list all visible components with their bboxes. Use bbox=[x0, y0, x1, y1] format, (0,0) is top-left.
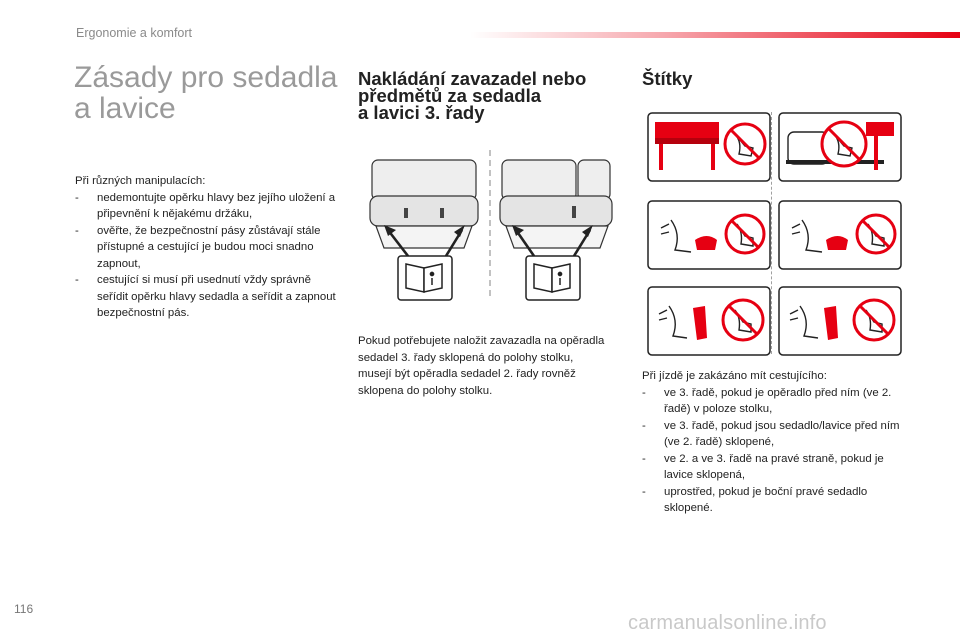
luggage-heading-line: předmětů za sedadla bbox=[358, 85, 542, 106]
prohibition-icon bbox=[725, 124, 765, 164]
list-item: - ve 3. řadě, pokud jsou sedadlo/lavice před ním (ve 2. řadě) sklopené, bbox=[642, 418, 910, 451]
rear-bench-left-drawing bbox=[370, 160, 478, 248]
section-header: Ergonomie a komfort bbox=[76, 26, 193, 40]
prohibition-icon bbox=[822, 122, 866, 166]
luggage-heading bbox=[358, 70, 618, 121]
page-title bbox=[74, 62, 354, 124]
labels-heading bbox=[642, 70, 842, 87]
prohibition-icon bbox=[857, 215, 895, 253]
labels-intro: Při jízdě je zakázáno mít cestujícího: bbox=[642, 370, 827, 382]
warning-label-seat-folded bbox=[778, 112, 902, 182]
manual-book-icon bbox=[526, 256, 580, 300]
list-item: - ve 2. a ve 3. řadě na pravé straně, pokud je lavice sklopená, bbox=[642, 451, 910, 484]
warning-label-bench-folded bbox=[647, 286, 771, 356]
seat-fold-illustration bbox=[364, 148, 616, 306]
watermark: carmanualsonline.info bbox=[628, 612, 827, 634]
list-item: - ověřte, že bezpečnostní pásy zůstávají stále přístupné a cestující je budou moci snadno zapnout, bbox=[75, 223, 343, 273]
page-number: 116 bbox=[14, 602, 34, 616]
page-title-line: Zásady pro sedadla bbox=[74, 61, 338, 94]
seat-rules-list bbox=[75, 190, 343, 322]
list-item: - ve 3. řadě, pokud je opěradlo před ním (ve 2. řadě) v poloze stolku, bbox=[642, 385, 910, 418]
luggage-text: Pokud potřebujete naložit zavazadla na opěradla sedadel 3. řady sklopená do polohy stolku, musejí být opěradla sedadel 2. řady rovněž sklopena do polohy stolku. bbox=[358, 335, 605, 397]
seat-rules-text bbox=[75, 173, 343, 322]
page-title-line: a lavice bbox=[74, 92, 176, 125]
list-item: - uprostřed, pokud je boční pravé sedadlo sklopené. bbox=[642, 484, 910, 517]
list-item: - nedemontujte opěrku hlavy bez jejího uložení a připevnění k nějakému držáku, bbox=[75, 190, 343, 223]
luggage-heading-line: a lavici 3. řady bbox=[358, 102, 485, 123]
labels-heading-line: Štítky bbox=[642, 68, 693, 89]
warning-label-table-position bbox=[647, 112, 771, 182]
luggage-heading-line: Nakládání zavazadel nebo bbox=[358, 68, 587, 89]
labels-text bbox=[642, 368, 910, 517]
labels-divider bbox=[771, 112, 774, 354]
header-accent-bar bbox=[470, 32, 960, 38]
prohibition-icon bbox=[726, 215, 764, 253]
warning-label-row3-folded-right bbox=[778, 200, 902, 270]
labels-list bbox=[642, 385, 910, 517]
manual-book-icon bbox=[398, 256, 452, 300]
warning-label-row3-folded bbox=[647, 200, 771, 270]
prohibition-icon bbox=[854, 300, 894, 340]
seat-rules-intro: Při různých manipulacích: bbox=[75, 175, 206, 187]
list-item: - cestující si musí při usednutí vždy správně seřídit opěrku hlavy sedadla a seřídit a zapnout bezpečnostní pás. bbox=[75, 272, 343, 322]
prohibition-icon bbox=[723, 300, 763, 340]
warning-label-side-seat-folded bbox=[778, 286, 902, 356]
